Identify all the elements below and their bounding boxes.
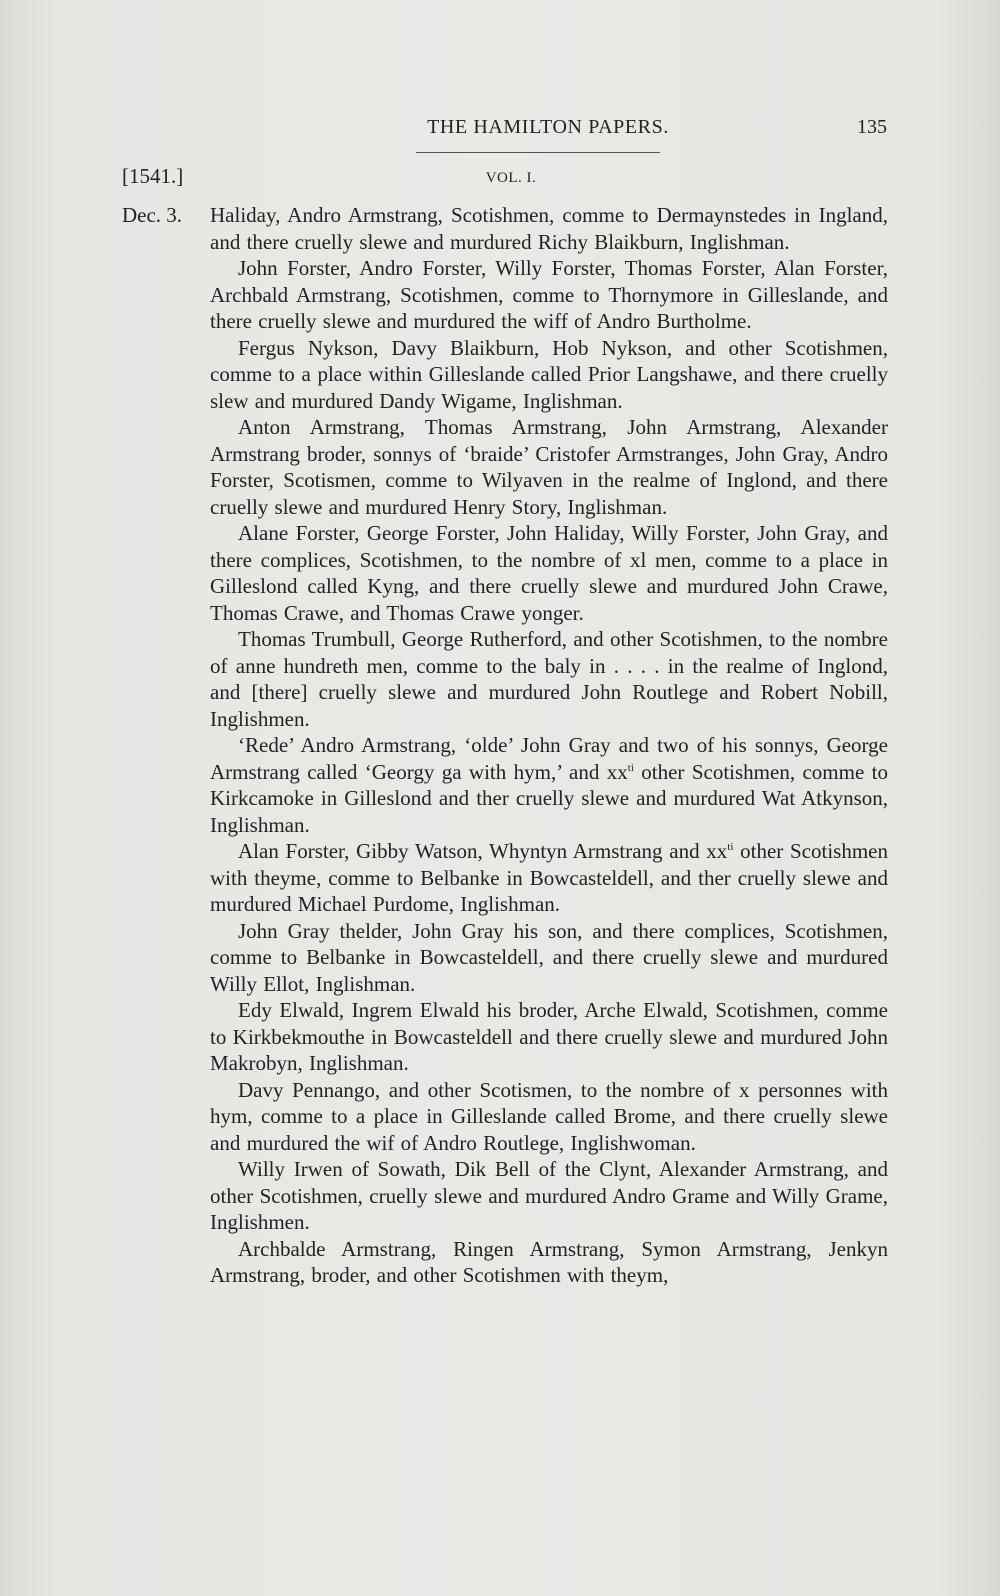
page-number: 135	[857, 116, 887, 138]
paragraph-13: Archbalde Armstrang, Ringen Armstrang, Symon Armstrang, Jenkyn Armstrang, broder, and other Scotishmen with theym,	[210, 1236, 888, 1287]
header-rule	[416, 152, 660, 153]
paragraph-5: Alane Forster, George Forster, John Haliday, Willy Forster, John Gray, and there complices, Scotishmen, to the nombre of xl men, comme to a place in Gilleslond called Kyng, and there cruelly slewe and murdured John Crawe, Thomas Crawe, and Thomas Crawe yonger.	[210, 521, 888, 625]
paragraph-8-text-b: other Scotishmen with theyme, comme to Belbanke in Bowcasteldell, and ther cruelly slewe and murdured Michael Purdome, Inglishman.	[210, 839, 888, 916]
paragraph-11: Davy Pennango, and other Scotismen, to the nombre of x personnes with hym, comme to a place in Gilleslande called Brome, and there cruelly slewe and murdured the wif of Andro Routlege, Inglishwoman.	[210, 1077, 888, 1155]
paragraph-6: Thomas Trumbull, George Rutherford, and other Scotishmen, to the nombre of anne hundreth men, comme to the baly in . . . . in the realme of Inglond, and [there] cruelly slewe and murdured John Routlege and Robert Nobill, Inglishmen.	[210, 627, 888, 731]
paragraph-10: Edy Elwald, Ingrem Elwald his broder, Arche Elwald, Scotishmen, comme to Kirkbekmouthe in Bowcasteldell and there cruelly slewe and murdured John Makrobyn, Inglishman.	[210, 998, 888, 1075]
body-text	[210, 202, 888, 1289]
paragraph-1: Haliday, Andro Armstrang, Scotishmen, comme to Dermaynstedes in Ingland, and there cruelly slewe and murdured Richy Blaikburn, Inglishman.	[210, 203, 888, 254]
paragraph-8-text-a: Alan Forster, Gibby Watson, Whyntyn Armstrang and xx	[238, 839, 728, 863]
paragraph-4: Anton Armstrang, Thomas Armstrang, John Armstrang, Alexander Armstrang broder, sonnys of ‘braide’ Cristofer Armstranges, John Gray, Andro Forster, Scotismen, comme to Wilyaven in the realme of Inglond, and there cruelly slewe and murdured Henry Story, Inglishman.	[210, 415, 888, 519]
paragraph-8	[210, 838, 888, 918]
paragraph-3: Fergus Nykson, Davy Blaikburn, Hob Nykson, and other Scotishmen, comme to a place within Gilleslande called Prior Langshawe, and there cruelly slew and murdured Dandy Wigame, Inglishman.	[210, 335, 888, 413]
margin-date: Dec. 3.	[122, 203, 183, 227]
running-head	[209, 114, 887, 144]
running-title: THE HAMILTON PAPERS.	[427, 116, 669, 138]
year-marker: [1541.]	[122, 164, 184, 188]
paragraph-7-text-b: other Scotishmen, comme to Kirkcamoke in Gilleslond and ther cruelly slewe and murdured Wat Atkynson, Inglishman.	[210, 759, 888, 837]
paragraph-12: Willy Irwen of Sowath, Dik Bell of the Clynt, Alexander Armstrang, and other Scotishmen, cruelly slewe and murdured Andro Grame and Willy Grame, Inglishmen.	[210, 1157, 888, 1234]
paragraph-2: John Forster, Andro Forster, Willy Forster, Thomas Forster, Alan Forster, Archbald Armstrang, Scotishmen, comme to Thornymore in Gilleslande, and there cruelly slewe and murdured the wiff of Andro Burtholme.	[210, 256, 888, 333]
paragraph-7	[210, 732, 888, 838]
paragraph-7-text-a: ‘Rede’ Andro Armstrang, ‘olde’ John Gray and two of his sonnys, George Armstrang called ‘Georgy ga with hym,’ and xx	[210, 733, 888, 784]
paragraph-8-superscript: ti	[727, 841, 734, 853]
paragraph-7-superscript: ti	[627, 761, 634, 774]
volume-label: VOL. I.	[485, 170, 537, 186]
paragraph-9: John Gray thelder, John Gray his son, and there complices, Scotishmen, comme to Belbanke in Bowcasteldell, and there cruelly slewe and murdured Willy Ellot, Inglishman.	[210, 918, 888, 996]
